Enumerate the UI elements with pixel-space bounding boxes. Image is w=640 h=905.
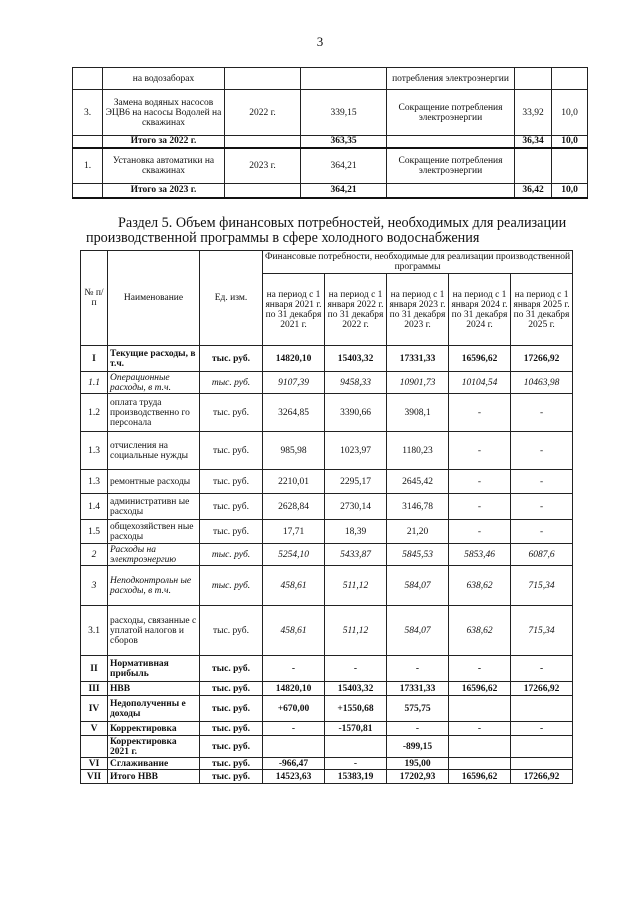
value-2022: 1023,97 [325, 432, 387, 470]
value-2025 [511, 758, 573, 770]
value-2022: - [325, 758, 387, 770]
measure-value-2: 10,0 [552, 184, 588, 198]
row-number: III [81, 682, 108, 696]
value-2024: 16596,62 [449, 682, 511, 696]
value-2025 [511, 736, 573, 758]
value-2023: 17202,93 [387, 770, 449, 784]
top-table-row [73, 148, 588, 184]
value-2021: 458,61 [263, 606, 325, 656]
table-row [81, 394, 573, 432]
table-row [81, 606, 573, 656]
row-name: Сглаживание [108, 758, 200, 770]
measure-effect: потребления электроэнергии [387, 68, 515, 90]
value-2021: 2210,01 [263, 470, 325, 494]
row-name: отчисления на социальные нужды [108, 432, 200, 470]
value-2025: 10463,98 [511, 372, 573, 394]
row-unit: тыс. руб. [200, 394, 263, 432]
value-2021: - [263, 722, 325, 736]
value-2022: 18,39 [325, 520, 387, 544]
row-unit: тыс. руб. [200, 432, 263, 470]
row-number [73, 136, 103, 148]
top-table [72, 67, 588, 199]
value-2021: 14523,63 [263, 770, 325, 784]
value-2021: 458,61 [263, 566, 325, 606]
header-period-2025: на период с 1 января 2025 г. по 31 декабря 2025 г. [511, 274, 573, 346]
value-2024: - [449, 520, 511, 544]
value-2022: 15403,32 [325, 682, 387, 696]
measure-year: 2023 г. [225, 148, 301, 184]
section-title [86, 216, 586, 246]
table-row [81, 736, 573, 758]
value-2023: 584,07 [387, 606, 449, 656]
measure-year: 2022 г. [225, 90, 301, 136]
header-unit: Ед. изм. [200, 251, 263, 346]
value-2023: 584,07 [387, 566, 449, 606]
measure-value-2: 10,0 [552, 90, 588, 136]
table-row [81, 566, 573, 606]
measure-cost: 364,21 [301, 148, 387, 184]
row-number: 1.3 [81, 470, 108, 494]
table-row [81, 346, 573, 372]
value-2021: 9107,39 [263, 372, 325, 394]
measure-value-1: 33,92 [515, 90, 552, 136]
top-total-row [73, 136, 588, 148]
row-unit: тыс. руб. [200, 494, 263, 520]
row-name: Расходы на электроэнергию [108, 544, 200, 566]
row-name: НВВ [108, 682, 200, 696]
row-name: Корректировка [108, 722, 200, 736]
value-2021 [263, 736, 325, 758]
value-2024: 5853,46 [449, 544, 511, 566]
value-2022: 511,12 [325, 566, 387, 606]
table-row [81, 470, 573, 494]
row-number: 1.1 [81, 372, 108, 394]
table-row [81, 432, 573, 470]
table-row [81, 770, 573, 784]
row-unit: тыс. руб. [200, 372, 263, 394]
value-2024: 16596,62 [449, 346, 511, 372]
measure-cost: 363,35 [301, 136, 387, 148]
value-2022: +1550,68 [325, 696, 387, 722]
value-2023: 21,20 [387, 520, 449, 544]
value-2024: - [449, 722, 511, 736]
measure-name: Установка автоматики на скважинах [103, 148, 225, 184]
measure-value-1: 36,34 [515, 136, 552, 148]
row-name: Корректировка 2021 г. [108, 736, 200, 758]
table-row [81, 722, 573, 736]
table-row [81, 372, 573, 394]
value-2022: 3390,66 [325, 394, 387, 432]
value-2024 [449, 736, 511, 758]
row-unit: тыс. руб. [200, 520, 263, 544]
measure-value-1: 36,42 [515, 184, 552, 198]
value-2023: 17331,33 [387, 682, 449, 696]
header-period-2023: на период с 1 января 2023 г. по 31 декабря 2023 г. [387, 274, 449, 346]
value-2022: 9458,33 [325, 372, 387, 394]
row-number: 1.3 [81, 432, 108, 470]
value-2024 [449, 758, 511, 770]
value-2024: - [449, 432, 511, 470]
value-2024: 16596,62 [449, 770, 511, 784]
row-unit: тыс. руб. [200, 470, 263, 494]
value-2025: 17266,92 [511, 346, 573, 372]
row-unit: тыс. руб. [200, 566, 263, 606]
table-row [81, 520, 573, 544]
page-number: 3 [316, 34, 324, 49]
value-2021: 14820,10 [263, 682, 325, 696]
row-name: административн ые расходы [108, 494, 200, 520]
value-2021: 3264,85 [263, 394, 325, 432]
value-2023: 3908,1 [387, 394, 449, 432]
value-2022: 2295,17 [325, 470, 387, 494]
value-2025: - [511, 520, 573, 544]
row-name: Недополученны е доходы [108, 696, 200, 722]
measure-year [225, 136, 301, 148]
row-number: VI [81, 758, 108, 770]
top-table-row [73, 90, 588, 136]
value-2024: - [449, 494, 511, 520]
value-2023: 1180,23 [387, 432, 449, 470]
measure-effect [387, 136, 515, 148]
row-number: 3. [73, 90, 103, 136]
value-2023: 195,00 [387, 758, 449, 770]
value-2025: - [511, 470, 573, 494]
value-2022: 15383,19 [325, 770, 387, 784]
value-2025: 715,34 [511, 566, 573, 606]
header-group: Финансовые потребности, необходимые для реализации производственной программы [263, 251, 573, 274]
value-2024: 10104,54 [449, 372, 511, 394]
value-2021: 2628,84 [263, 494, 325, 520]
value-2025: - [511, 394, 573, 432]
row-number: V [81, 722, 108, 736]
row-name: общехозяйствен ные расходы [108, 520, 200, 544]
measure-effect: Сокращение потребления электроэнергии [387, 90, 515, 136]
row-number: VII [81, 770, 108, 784]
row-name: оплата труда производственно го персонала [108, 394, 200, 432]
row-name: Итого НВВ [108, 770, 200, 784]
value-2023: -899,15 [387, 736, 449, 758]
row-number: 1. [73, 148, 103, 184]
measure-effect [387, 184, 515, 198]
section-title-line1: Раздел 5. Объем финансовых потребностей, необходимых для реализации [118, 215, 567, 231]
row-unit: тыс. руб. [200, 722, 263, 736]
value-2023: 3146,78 [387, 494, 449, 520]
row-unit: тыс. руб. [200, 346, 263, 372]
row-name: Операционные расходы, в т.ч. [108, 372, 200, 394]
row-number: 3 [81, 566, 108, 606]
value-2021: 5254,10 [263, 544, 325, 566]
row-name: ремонтные расходы [108, 470, 200, 494]
row-unit: тыс. руб. [200, 736, 263, 758]
value-2022: -1570,81 [325, 722, 387, 736]
measure-value-2: 10,0 [552, 136, 588, 148]
row-unit: тыс. руб. [200, 696, 263, 722]
measure-cost: 364,21 [301, 184, 387, 198]
value-2021: 14820,10 [263, 346, 325, 372]
value-2023: 575,75 [387, 696, 449, 722]
row-unit: тыс. руб. [200, 656, 263, 682]
value-2025: - [511, 432, 573, 470]
row-unit: тыс. руб. [200, 770, 263, 784]
row-name: Нормативная прибыль [108, 656, 200, 682]
measure-cost [301, 68, 387, 90]
value-2023: 2645,42 [387, 470, 449, 494]
measure-cost: 339,15 [301, 90, 387, 136]
measure-name: Итого за 2023 г. [103, 184, 225, 198]
value-2025: 17266,92 [511, 770, 573, 784]
row-name: Неподконтрольн ые расходы, в т.ч. [108, 566, 200, 606]
header-period-2024: на период с 1 января 2024 г. по 31 декабря 2024 г. [449, 274, 511, 346]
value-2022: 2730,14 [325, 494, 387, 520]
value-2022: 5433,87 [325, 544, 387, 566]
measure-value-2 [552, 68, 588, 90]
header-period-2022: на период с 1 января 2022 г. по 31 декабря 2022 г. [325, 274, 387, 346]
row-unit: тыс. руб. [200, 758, 263, 770]
value-2024: 638,62 [449, 566, 511, 606]
row-number: IV [81, 696, 108, 722]
value-2022: - [325, 656, 387, 682]
table-row [81, 656, 573, 682]
measure-name: на водозаборах [103, 68, 225, 90]
row-number: 2 [81, 544, 108, 566]
value-2021: - [263, 656, 325, 682]
value-2024: - [449, 394, 511, 432]
table-row [81, 696, 573, 722]
row-number: II [81, 656, 108, 682]
value-2023: 17331,33 [387, 346, 449, 372]
table-row [81, 494, 573, 520]
table-row [81, 758, 573, 770]
measure-name: Замена водяных насосов ЭЦВ6 на насосы Водолей на скважинах [103, 90, 225, 136]
value-2021: 985,98 [263, 432, 325, 470]
table-row [81, 682, 573, 696]
row-unit: тыс. руб. [200, 606, 263, 656]
value-2025: - [511, 656, 573, 682]
row-number [73, 68, 103, 90]
row-number: 1.4 [81, 494, 108, 520]
top-total-row [73, 184, 588, 198]
header-name: Наименование [108, 251, 200, 346]
table-row [81, 544, 573, 566]
value-2024 [449, 696, 511, 722]
value-2022 [325, 736, 387, 758]
value-2021: -966,47 [263, 758, 325, 770]
value-2025: 715,34 [511, 606, 573, 656]
row-number: I [81, 346, 108, 372]
value-2022: 511,12 [325, 606, 387, 656]
value-2022: 15403,32 [325, 346, 387, 372]
measure-value-1 [515, 148, 552, 184]
value-2025: - [511, 494, 573, 520]
value-2025 [511, 696, 573, 722]
value-2025: - [511, 722, 573, 736]
row-number [73, 184, 103, 198]
value-2023: 5845,53 [387, 544, 449, 566]
value-2024: - [449, 470, 511, 494]
row-unit: тыс. руб. [200, 544, 263, 566]
top-table-row [73, 68, 588, 90]
measure-effect: Сокращение потребления электроэнергии [387, 148, 515, 184]
row-name: Текущие расходы, в т.ч. [108, 346, 200, 372]
header-period-2021: на период с 1 января 2021 г. по 31 декабря 2021 г. [263, 274, 325, 346]
measure-name: Итого за 2022 г. [103, 136, 225, 148]
measure-year [225, 184, 301, 198]
section-title-line2: производственной программы в сфере холодного водоснабжения [86, 230, 480, 246]
row-name: расходы, связанные с уплатой налогов и сборов [108, 606, 200, 656]
value-2025: 6087,6 [511, 544, 573, 566]
value-2024: - [449, 656, 511, 682]
financial-needs-table [80, 250, 573, 784]
measure-year [225, 68, 301, 90]
value-2021: +670,00 [263, 696, 325, 722]
value-2021: 17,71 [263, 520, 325, 544]
row-number: 1.2 [81, 394, 108, 432]
row-number: 1.5 [81, 520, 108, 544]
row-number [81, 736, 108, 758]
measure-value-2 [552, 148, 588, 184]
value-2025: 17266,92 [511, 682, 573, 696]
row-unit: тыс. руб. [200, 682, 263, 696]
measure-value-1 [515, 68, 552, 90]
value-2024: 638,62 [449, 606, 511, 656]
value-2023: - [387, 656, 449, 682]
value-2023: 10901,73 [387, 372, 449, 394]
header-num: № п/п [81, 251, 108, 346]
value-2023: - [387, 722, 449, 736]
row-number: 3.1 [81, 606, 108, 656]
